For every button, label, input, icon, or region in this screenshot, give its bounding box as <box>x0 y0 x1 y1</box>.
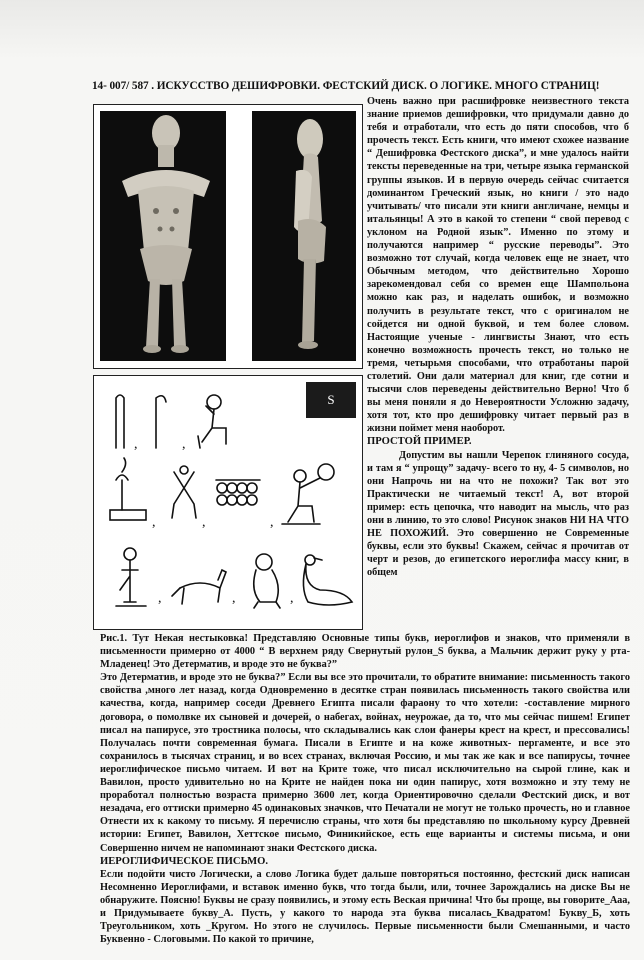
svg-text:,: , <box>182 437 186 452</box>
body-paragraph: Это Детерматив, и вроде это не буква?” Если вы все это прочитали, то обратите внимание: письменность такого свойства ,много лет назад, когда Одновременно в десятке стран появилась письменность такого свойства или качества, когда, например соседи Древнего Египта писали фараону то что хотели: -составление мирного договора, о помолвке их сыновей и дочерей, о набегах, войнах, неурожае, да то, что мы сейчас пишем! Египет писал на папирусе, это тростника полосы, что складывались как слои фанеры крест на крест, и прессовались! Получалась почти современная бумага. Писали в Египте и на коже животных- пергаменте, и все это сохранилось в тысячах страниц, и во всех странах, включая Россию, и мы так же как и все папирусы, точнее иероглифическое письмо читаем. И вот на Крите тоже, что писал исключительно на сырой глине, как и Вавилон, просто удивительно но на Крите не найден пока ни один папирус, хотя возможно и эту тему не проработал полностью возраста примерно 3600 лет, когда Ориентировочно сделали Фестский диск, и вот незадача, его оттиски примерно 45 одинаковых значков, что Печатали не могут не только прочесть, но и главное Отнести их к какому то письму. Я перечислю страны, что хотя бы представляю по школьному курсу Древней истории: Египет, Вавилон, Хеттское письмо, Финикийское, есть еще варианты и системы письма, и они Совершенно ничем не напоминают знаки Фестского диска. <box>100 672 630 854</box>
svg-text:,: , <box>290 591 294 606</box>
svg-text:,: , <box>232 591 236 606</box>
figure-caption: Рис.1. Тут Некая нестыковка! Представляю Основные типы букв, иероглифов и знаков, что применяли в письменности примерно от 4000 “ В верхнем ряду Свернутый рулон_S буква, а Мальчик держит руку у рта- Младенец! Это Детерматив, и вроде это не буква?” <box>100 633 630 671</box>
person-with-fan-glyph <box>282 464 334 524</box>
jackal-glyph <box>172 570 226 604</box>
simple-example-paragraph: Допустим вы нашли Черепок глиняного сосуда, и там я “ упрощу” задачу- всего то ну, 4- 5 символов, но они Напрочь ни на что не похожи? Так вот это Практически не читаемый текст! А, вот второй пример: есть цепочка, что наводит на мысль, что раз они в линию, то это слово! Рисунок знаков НИ НА ЧТО НЕ ПОХОЖИЙ. Это совершенно не Современные буквы, если это буквы! Скажем, сейчас я прочитав от черт и резов, до египетского иероглифа массу книг, в общем <box>367 449 629 579</box>
figurine-front-photo <box>100 111 226 361</box>
scroll-glyph <box>116 395 124 448</box>
hieroglyph-drawings <box>94 376 362 628</box>
main-body-text <box>100 632 630 946</box>
hieroglyphic-paragraph: Если подойти чисто Логически, а слово Логика будет дальше повторяться постоянно, фестский диск написан Несомненно Иероглифами, и вставок именно букв, что тогда были, или, точнее Зарождались на диске Вы не обнаружите. Поясню! Буквы не сразу появились, и этому есть Веская причина! Что бы проще, вы говорите_Ааа, и Придумываете букву_А. Пусть, у какого то народа эта буква писалась_Квадратом! Букву_Б, хоть Треугольником, хоть _Кругом. Но этого не случилось. Первые письменности были Смешанными, и часто Буквенно - Слоговыми. По какой то причине, <box>100 868 630 946</box>
standing-figure-glyph <box>116 548 146 606</box>
svg-text:,: , <box>270 515 274 530</box>
staff-glyph <box>156 396 166 448</box>
svg-text:,: , <box>202 515 206 530</box>
hieroglyph-figure <box>93 375 363 630</box>
duck-glyph <box>303 555 352 605</box>
figurine-side-photo <box>252 111 356 361</box>
rope-loops-glyph <box>216 480 260 505</box>
svg-text:,: , <box>134 437 138 452</box>
svg-text:,: , <box>158 591 162 606</box>
page-title: 14- 007/ 587 . ИСКУССТВО ДЕШИФРОВКИ. ФЕСТСКИЙ ДИСК. О ЛОГИКЕ. МНОГО СТРАНИЦ! <box>92 80 600 92</box>
section-heading-simple-example: ПРОСТОЙ ПРИМЕР. <box>367 436 472 448</box>
figurine-photo-panel <box>93 104 363 369</box>
seated-child-glyph <box>198 395 226 448</box>
figure-label-badge: S <box>306 382 356 418</box>
right-text-column <box>367 95 629 579</box>
lamp-stand-glyph <box>110 458 146 520</box>
svg-text:,: , <box>152 515 156 530</box>
intro-paragraph: Очень важно при расшифровке неизвестного текста знание приемов дешифровки, что придумали давно до тебя и отработали, что есть до пяти способов, что б прочесть текст. Есть книги, что имеют схожее название “ Дешифровка Фестского диска”, и мне удалось найти тексты переведенные на три, четыре языка германской группы языков. И в первую очередь сейчас считается доминантом Греческий язык, но книги / это надо учитывать/ что писали эти книги англичане, немцы и итальянцы! А это в какой то степени “ свой перевод с уклоном на Родной язык”. Именно по этому и получаются например “ русские переводы”. Это возможно тот случай, когда человек еще не знает, что Обычным методом, что действительно Хорошо зарекомендовал себя со времен еще Шампольона можно как раз, и наделать ошибок, и возможно получить в результате текст, что с оригиналом не сойдется ни одной буквой, и тем более словом. Настоящие ученые - лингвисты Знают, что есть конечно возможность прочесть текст, но только не тремя, четырьмя способами, что отработаны парой столетий. Они дали материал для книг, где сотни и тысячи слов переведены действительно Верно! Что б вы меня поняли я до Невероятности Усложню задачу, хотя тот, кто про дешифровку читает первый раз в жизни поймет меня наоборот. <box>367 96 629 435</box>
baboon-glyph <box>254 554 280 608</box>
crossed-stick-glyph <box>172 466 196 518</box>
section-heading-hieroglyphic: ИЕРОГЛИФИЧЕСКОЕ ПИСЬМО. <box>100 855 269 867</box>
